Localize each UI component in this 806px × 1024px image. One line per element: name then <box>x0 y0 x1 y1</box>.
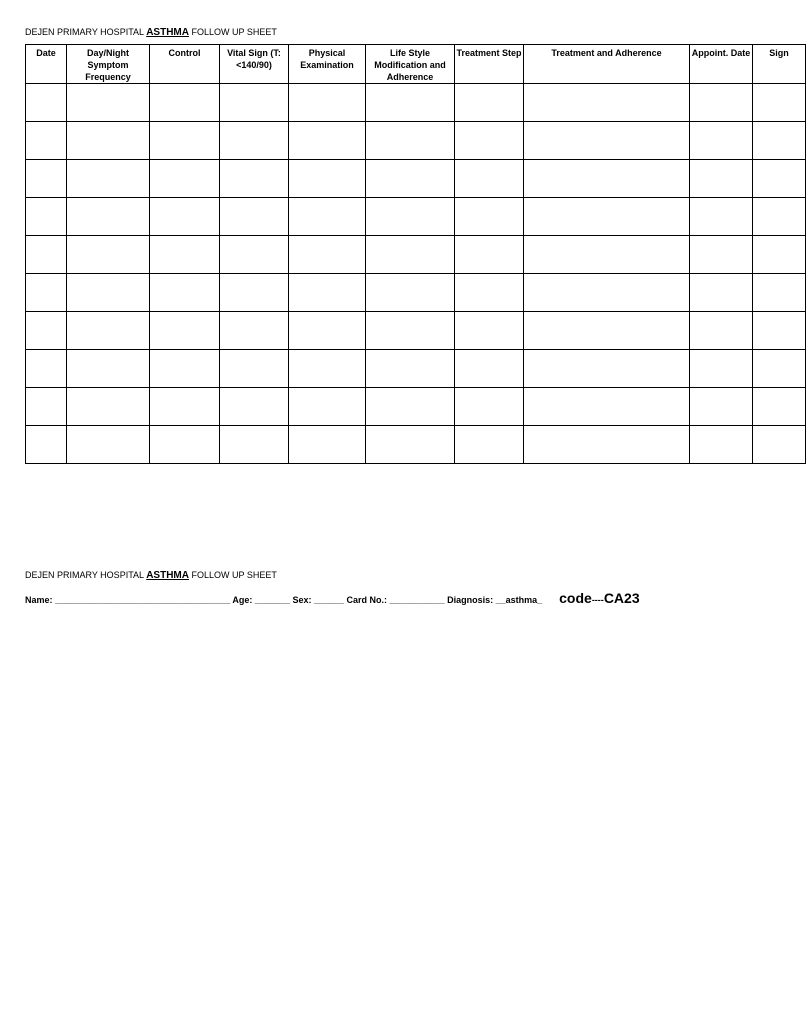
title-suffix: FOLLOW UP SHEET <box>188 27 277 37</box>
table-cell[interactable] <box>753 160 806 198</box>
table-cell[interactable] <box>753 274 806 312</box>
table-row <box>26 426 806 464</box>
column-header: Date <box>26 45 67 84</box>
table-row <box>26 160 806 198</box>
table-cell[interactable] <box>26 122 67 160</box>
table-cell[interactable] <box>289 312 366 350</box>
table-body <box>26 84 806 464</box>
table-cell[interactable] <box>150 350 220 388</box>
table-cell[interactable] <box>690 122 753 160</box>
table-cell[interactable] <box>690 236 753 274</box>
table-row <box>26 198 806 236</box>
column-header: Sign <box>753 45 806 84</box>
table-cell[interactable] <box>26 426 67 464</box>
follow-up-table-container <box>25 44 789 464</box>
table-cell[interactable] <box>753 122 806 160</box>
title-prefix: DEJEN PRIMARY HOSPITAL <box>25 27 147 37</box>
table-cell[interactable] <box>220 236 289 274</box>
sex-field[interactable]: ______ <box>313 595 344 605</box>
table-cell[interactable] <box>455 198 524 236</box>
code-dash: ---- <box>591 595 604 605</box>
table-cell[interactable] <box>690 312 753 350</box>
table-cell[interactable] <box>289 122 366 160</box>
table-cell[interactable] <box>366 388 455 426</box>
table-cell[interactable] <box>690 274 753 312</box>
table-cell[interactable] <box>753 312 806 350</box>
column-header: Physical Examination <box>289 45 366 84</box>
table-cell[interactable] <box>455 312 524 350</box>
table-cell[interactable] <box>150 84 220 122</box>
table-cell[interactable] <box>67 160 150 198</box>
table-cell[interactable] <box>366 274 455 312</box>
column-header: Day/Night Symptom Frequency <box>67 45 150 84</box>
name-field[interactable]: ___________________________________ <box>55 595 231 605</box>
table-cell[interactable] <box>67 388 150 426</box>
table-row <box>26 312 806 350</box>
column-header: Appoint. Date <box>690 45 753 84</box>
age-field[interactable]: _______ <box>254 595 290 605</box>
table-cell[interactable] <box>289 160 366 198</box>
table-cell[interactable] <box>524 350 690 388</box>
diagnosis-value: __asthma_ <box>495 595 543 605</box>
table-cell[interactable] <box>753 426 806 464</box>
table-cell[interactable] <box>455 426 524 464</box>
table-cell[interactable] <box>26 312 67 350</box>
table-row <box>26 236 806 274</box>
table-cell[interactable] <box>366 426 455 464</box>
table-cell[interactable] <box>220 388 289 426</box>
table-cell[interactable] <box>220 274 289 312</box>
table-cell[interactable] <box>690 198 753 236</box>
table-cell[interactable] <box>366 84 455 122</box>
table-cell[interactable] <box>26 198 67 236</box>
table-cell[interactable] <box>150 312 220 350</box>
title-emphasis: ASTHMA <box>146 27 189 38</box>
table-cell[interactable] <box>690 426 753 464</box>
table-cell[interactable] <box>753 350 806 388</box>
sheet-title <box>25 27 277 38</box>
column-header: Control <box>150 45 220 84</box>
sex-label: Sex: <box>289 595 314 605</box>
table-row <box>26 122 806 160</box>
table-cell[interactable] <box>690 160 753 198</box>
table-cell[interactable] <box>524 388 690 426</box>
table-cell[interactable] <box>524 426 690 464</box>
table-cell[interactable] <box>220 312 289 350</box>
table-cell[interactable] <box>289 350 366 388</box>
table-cell[interactable] <box>26 84 67 122</box>
table-cell[interactable] <box>289 236 366 274</box>
table-cell[interactable] <box>150 236 220 274</box>
table-cell[interactable] <box>455 84 524 122</box>
table-cell[interactable] <box>753 198 806 236</box>
table-cell[interactable] <box>524 236 690 274</box>
table-cell[interactable] <box>220 84 289 122</box>
table-row <box>26 274 806 312</box>
table-cell[interactable] <box>150 122 220 160</box>
table-cell[interactable] <box>26 350 67 388</box>
table-header-row <box>26 45 806 84</box>
table-cell[interactable] <box>753 388 806 426</box>
table-cell[interactable] <box>690 350 753 388</box>
table-row <box>26 388 806 426</box>
table-cell[interactable] <box>67 122 150 160</box>
table-cell[interactable] <box>67 236 150 274</box>
table-cell[interactable] <box>366 122 455 160</box>
table-cell[interactable] <box>455 388 524 426</box>
table-cell[interactable] <box>289 274 366 312</box>
table-cell[interactable] <box>26 160 67 198</box>
table-cell[interactable] <box>289 198 366 236</box>
table-cell[interactable] <box>753 84 806 122</box>
table-cell[interactable] <box>67 198 150 236</box>
table-row <box>26 84 806 122</box>
table-cell[interactable] <box>524 274 690 312</box>
table-cell[interactable] <box>150 388 220 426</box>
table-cell[interactable] <box>524 160 690 198</box>
title-suffix: FOLLOW UP SHEET <box>188 570 277 580</box>
table-cell[interactable] <box>26 236 67 274</box>
table-cell[interactable] <box>366 160 455 198</box>
diagnosis-label: Diagnosis: <box>444 595 496 605</box>
table-cell[interactable] <box>366 198 455 236</box>
table-cell[interactable] <box>67 312 150 350</box>
table-cell[interactable] <box>150 274 220 312</box>
table-cell[interactable] <box>455 350 524 388</box>
table-cell[interactable] <box>220 122 289 160</box>
code-label: code <box>559 590 592 606</box>
column-header: Treatment and Adherence <box>524 45 690 84</box>
table-row <box>26 350 806 388</box>
card-label: Card No.: <box>344 595 390 605</box>
table-cell[interactable] <box>366 236 455 274</box>
name-label: Name: <box>25 595 56 605</box>
table-cell[interactable] <box>455 236 524 274</box>
table-cell[interactable] <box>455 274 524 312</box>
table-cell[interactable] <box>524 122 690 160</box>
table-cell[interactable] <box>220 350 289 388</box>
table-cell[interactable] <box>690 388 753 426</box>
table-cell[interactable] <box>524 312 690 350</box>
table-cell[interactable] <box>366 350 455 388</box>
table-cell[interactable] <box>67 350 150 388</box>
table-cell[interactable] <box>366 312 455 350</box>
table-cell[interactable] <box>150 426 220 464</box>
table-cell[interactable] <box>455 160 524 198</box>
table-cell[interactable] <box>753 236 806 274</box>
table-cell[interactable] <box>289 84 366 122</box>
table-cell[interactable] <box>26 388 67 426</box>
follow-up-table <box>25 44 806 464</box>
table-cell[interactable] <box>220 160 289 198</box>
table-cell[interactable] <box>220 198 289 236</box>
table-cell[interactable] <box>524 198 690 236</box>
card-field[interactable]: ___________ <box>389 595 445 605</box>
title-prefix: DEJEN PRIMARY HOSPITAL <box>25 570 147 580</box>
table-cell[interactable] <box>26 274 67 312</box>
table-cell[interactable] <box>150 198 220 236</box>
table-cell[interactable] <box>289 388 366 426</box>
table-cell[interactable] <box>150 160 220 198</box>
column-header: Life Style Modification and Adherence <box>366 45 455 84</box>
table-cell[interactable] <box>67 274 150 312</box>
table-cell[interactable] <box>220 426 289 464</box>
table-cell[interactable] <box>67 426 150 464</box>
table-cell[interactable] <box>289 426 366 464</box>
table-cell[interactable] <box>524 84 690 122</box>
table-cell[interactable] <box>455 122 524 160</box>
age-label: Age: <box>230 595 255 605</box>
sheet-title-repeat <box>25 570 277 581</box>
table-cell[interactable] <box>67 84 150 122</box>
column-header: Treatment Step <box>455 45 524 84</box>
table-cell[interactable] <box>690 84 753 122</box>
title-emphasis: ASTHMA <box>146 570 189 581</box>
patient-info-line <box>25 590 640 606</box>
code-value: CA23 <box>603 590 640 606</box>
column-header: Vital Sign (T:<140/90) <box>220 45 289 84</box>
